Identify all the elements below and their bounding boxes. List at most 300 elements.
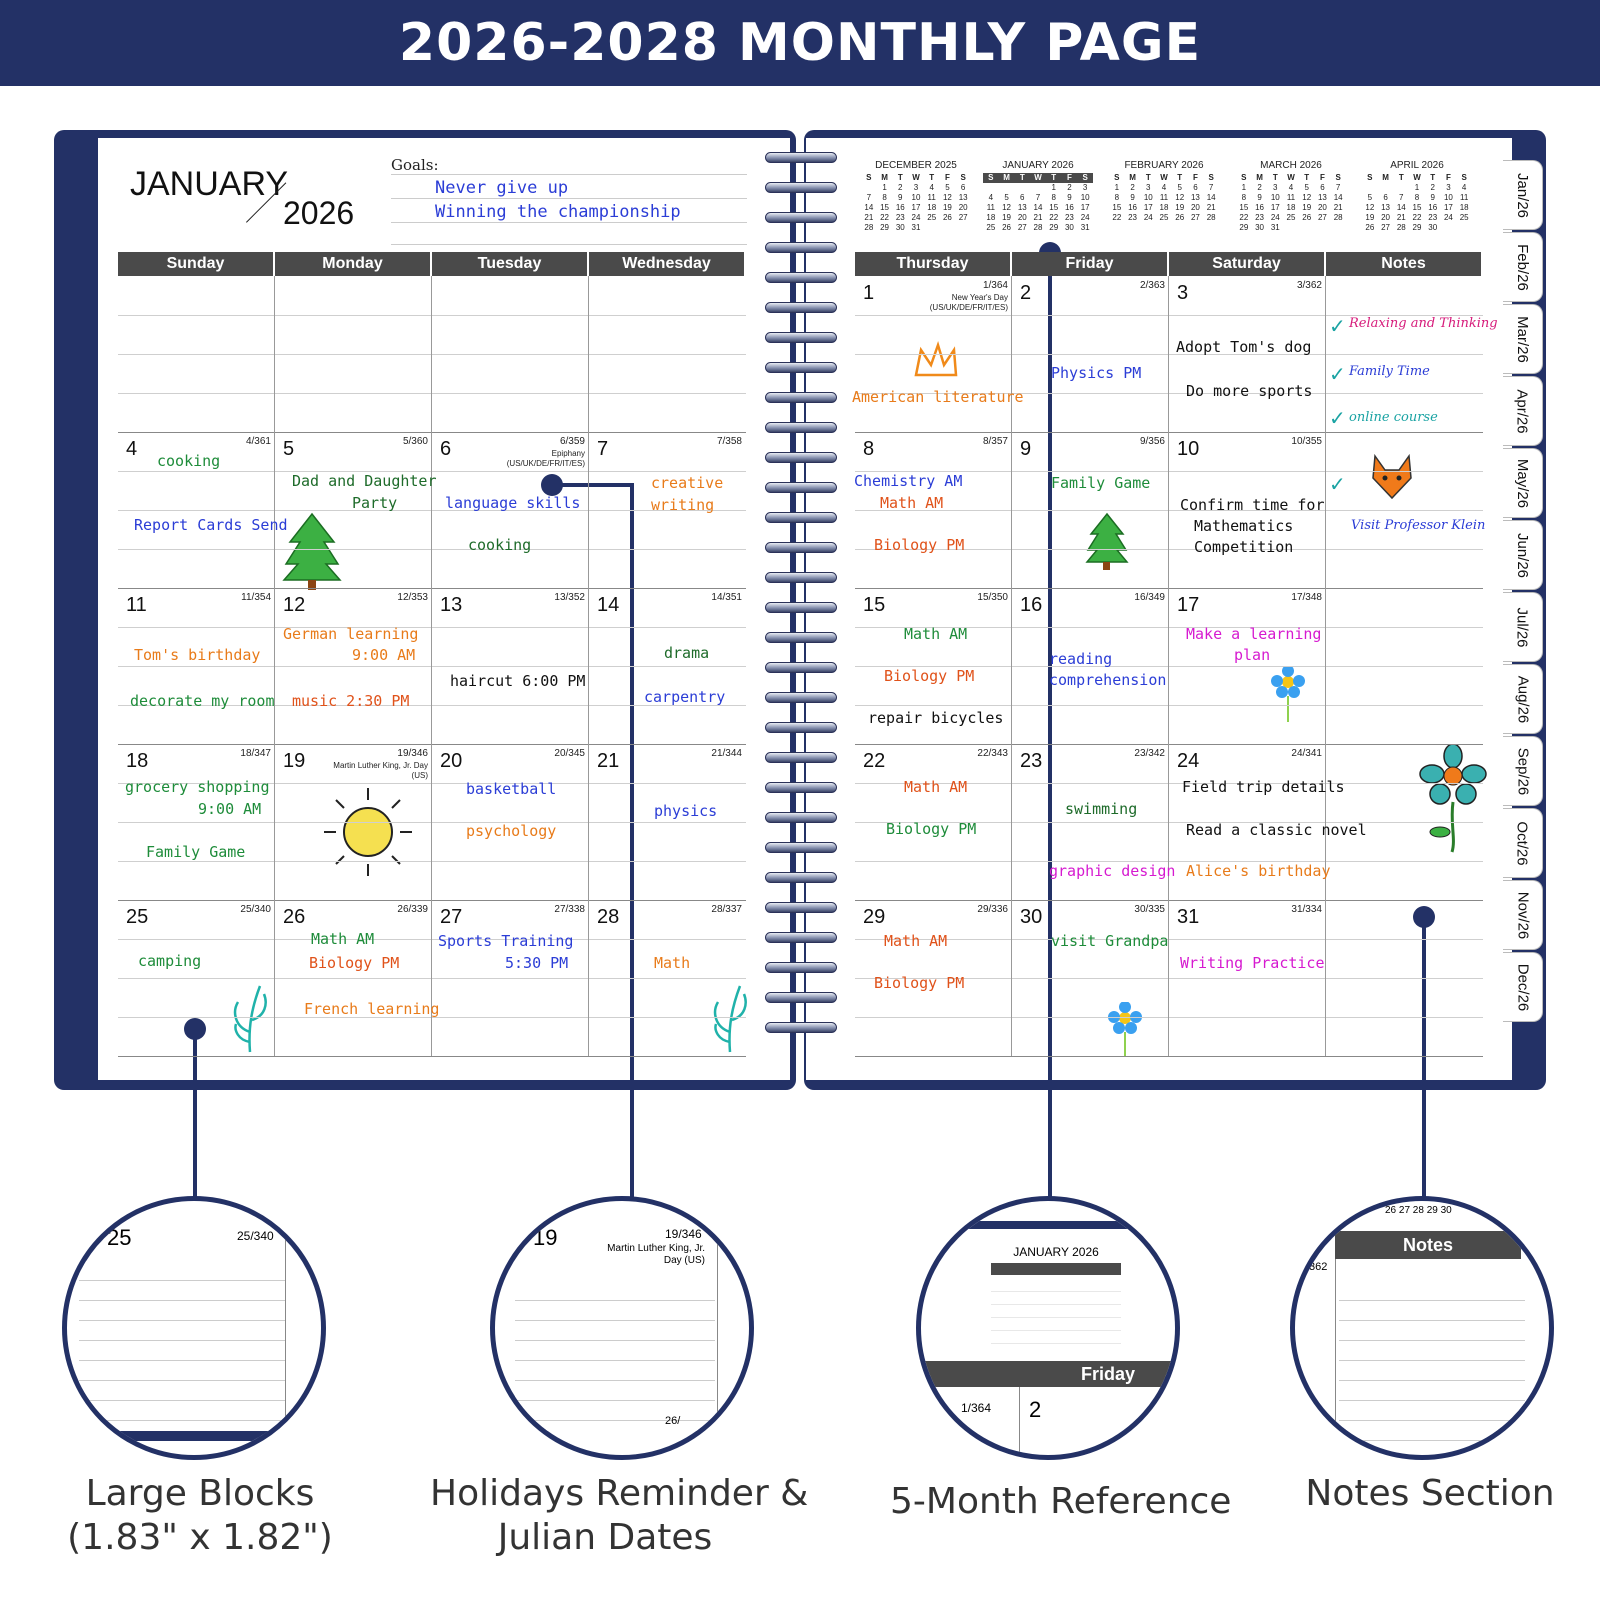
note-text[interactable]: online course (1349, 410, 1438, 425)
event-text[interactable]: Family Game (146, 843, 246, 861)
day-number: 14 (597, 594, 620, 616)
spiral-ring (765, 572, 837, 583)
mini-calendar-week: 21 22 23 24 25 26 27 (864, 213, 968, 222)
zoom-ruled-lines (515, 1281, 715, 1431)
event-text[interactable]: graphic design (1049, 862, 1176, 880)
zoom-header-bar (921, 1361, 1180, 1387)
julian-date: 22/343 (977, 748, 1008, 759)
julian-date: 21/344 (711, 748, 742, 759)
month-tab-label: Sep/26 (1514, 747, 1532, 795)
event-text[interactable]: Competition (1194, 538, 1294, 556)
event-text[interactable]: Biology PM (309, 954, 400, 972)
day-cell[interactable] (589, 744, 746, 900)
day-number: 8 (863, 438, 875, 460)
checkmark-icon: ✓ (1329, 314, 1346, 338)
event-text[interactable]: Biology PM (874, 974, 965, 992)
spiral-ring (765, 692, 837, 703)
event-text[interactable]: language skills (445, 494, 581, 512)
spiral-ring (765, 812, 837, 823)
holiday-label: Epiphany (US/UK/DE/FR/IT/ES) (506, 449, 585, 468)
event-text[interactable]: Alice's birthday (1186, 862, 1331, 880)
event-text[interactable]: Family Game (1051, 474, 1151, 492)
zoom-notes-header: Notes (1335, 1231, 1521, 1259)
event-text[interactable]: Sports Training (438, 932, 574, 950)
month-tab[interactable] (1503, 376, 1543, 446)
day-number: 19 (283, 750, 306, 772)
spiral-ring (765, 842, 837, 853)
mini-calendar-week: 25 26 27 28 29 30 31 (986, 223, 1090, 232)
month-tab[interactable] (1503, 592, 1543, 662)
julian-date: 15/350 (977, 592, 1008, 603)
spiral-ring (765, 482, 837, 493)
event-text[interactable]: decorate my room (130, 692, 275, 710)
caption-large-blocks (40, 1472, 360, 1560)
zoom-julian: 26/ (665, 1415, 681, 1427)
day-number: 1 (863, 282, 875, 304)
day-number: 23 (1020, 750, 1043, 772)
day-header-4: Thursday (855, 252, 1012, 276)
julian-date: 19/346 (397, 748, 428, 759)
year-title: 2026 (283, 195, 355, 231)
event-text[interactable]: repair bicycles (868, 709, 1004, 727)
zoom-mini-title: JANUARY 2026 (1013, 1245, 1099, 1259)
mini-calendar-week: 11 12 13 14 15 16 17 (986, 203, 1090, 212)
zoom-day-number: 19 (533, 1225, 558, 1250)
event-text[interactable]: Math AM (880, 494, 944, 512)
julian-date: 10/355 (1291, 436, 1322, 447)
mini-calendar-week: 28 29 30 31 (864, 223, 921, 232)
julian-date: 31/334 (1291, 904, 1322, 915)
mini-calendar-title: MARCH 2026 (1260, 160, 1322, 171)
goal-item[interactable]: Never give up (435, 178, 569, 198)
event-text[interactable]: writing (651, 496, 715, 514)
event-text[interactable]: physics (654, 802, 718, 820)
day-number: 27 (440, 906, 463, 928)
julian-date: 9/356 (1139, 436, 1165, 447)
month-tab-label: Feb/26 (1514, 243, 1532, 291)
mini-calendar (1362, 160, 1472, 233)
day-number: 17 (1177, 594, 1200, 616)
month-tab[interactable] (1503, 952, 1543, 1022)
day-number: 26 (283, 906, 306, 928)
julian-date: 24/341 (1291, 748, 1322, 759)
day-number: 25 (126, 906, 149, 928)
day-number: 29 (863, 906, 886, 928)
julian-date: 1/364 (982, 280, 1008, 291)
zoom-ruled-lines (1339, 1281, 1525, 1441)
day-number: 12 (283, 594, 306, 616)
zoom-large-blocks (62, 1196, 326, 1460)
month-tab-label: Jul/26 (1514, 606, 1531, 648)
zoom-notes-section (1290, 1196, 1554, 1460)
event-text[interactable]: Writing Practice (1180, 954, 1325, 972)
spiral-ring (765, 932, 837, 943)
julian-date: 2/363 (1139, 280, 1165, 291)
event-text[interactable]: drama (664, 644, 710, 662)
mini-calendar-week: 1 2 3 4 5 6 7 (1241, 183, 1341, 192)
zoom-mini-dates: 26 27 28 29 30 (1385, 1205, 1452, 1216)
event-text[interactable]: Biology PM (886, 820, 977, 838)
month-tab[interactable] (1503, 808, 1543, 878)
day-number: 15 (863, 594, 886, 616)
spiral-ring (765, 152, 837, 163)
day-number: 18 (126, 750, 149, 772)
month-tab-label: May/26 (1514, 458, 1532, 508)
mini-calendar-title: JANUARY 2026 (1002, 160, 1074, 171)
day-number: 4 (126, 438, 138, 460)
zoom-divider (717, 1201, 718, 1460)
event-text[interactable]: Math AM (311, 930, 375, 948)
goal-line (391, 244, 747, 245)
julian-date: 4/361 (245, 436, 271, 447)
mini-calendar-week: 1 2 3 4 5 6 (882, 183, 966, 192)
caption-line: Julian Dates (497, 1517, 713, 1558)
month-title: JANUARY (130, 165, 289, 203)
zoom-holiday-text: Martin Luther King, Jr. Day (US) (607, 1243, 705, 1266)
event-text[interactable]: 5:30 PM (505, 954, 569, 972)
event-text[interactable]: Physics PM (1051, 364, 1142, 382)
mini-calendar-week: 5 6 7 8 9 10 11 (1367, 193, 1469, 202)
ruled-line (118, 393, 746, 394)
zoom-julian: 25/340 (237, 1229, 274, 1243)
holiday-label: Martin Luther King, Jr. Day (US) (333, 761, 428, 780)
event-text[interactable]: music 2:30 PM (292, 692, 410, 710)
event-text[interactable]: Make a learning (1186, 625, 1322, 643)
julian-date: 27/338 (554, 904, 585, 915)
spiral-ring (765, 332, 837, 343)
caption-holidays (430, 1472, 809, 1560)
day-number: 20 (440, 750, 463, 772)
event-text[interactable]: camping (138, 952, 202, 970)
caption-line: (1.83" x 1.82") (67, 1517, 333, 1558)
mini-calendar-week: 15 16 17 18 19 20 21 (1239, 203, 1343, 212)
caption-line: Large Blocks (85, 1473, 315, 1514)
month-tab-label: Jan/26 (1514, 172, 1532, 218)
day-number: 10 (1177, 438, 1200, 460)
caption-notes-section: Notes Section (1305, 1473, 1555, 1514)
event-text[interactable]: Math AM (884, 932, 948, 950)
julian-date: 25/340 (240, 904, 271, 915)
zoom-cover-edge (921, 1221, 1180, 1229)
julian-date: 8/357 (982, 436, 1008, 447)
day-header-2: Tuesday (432, 252, 589, 276)
event-text[interactable]: Math AM (904, 625, 968, 643)
day-number: 11 (126, 594, 147, 616)
event-text[interactable]: psychology (466, 822, 557, 840)
day-cell[interactable] (275, 900, 432, 1056)
event-text[interactable]: swimming (1065, 800, 1138, 818)
ruled-line (118, 354, 746, 355)
mini-calendar-dow: S M T W T F S (1241, 173, 1341, 182)
mini-calendar (1109, 160, 1219, 223)
spiral-ring (765, 962, 837, 973)
zoom-5-month-reference (916, 1196, 1180, 1460)
month-tab[interactable] (1503, 880, 1543, 950)
event-text[interactable]: carpentry (644, 688, 726, 706)
holiday-label: New Year's Day (US/UK/DE/FR/IT/ES) (929, 293, 1008, 312)
event-text[interactable]: Read a classic novel (1186, 821, 1367, 839)
month-tab[interactable] (1503, 664, 1543, 734)
checkmark-icon: ✓ (1329, 472, 1346, 496)
row-divider (118, 1056, 746, 1057)
event-text[interactable]: French learning (304, 1000, 440, 1018)
spiral-ring (765, 212, 837, 223)
note-text[interactable]: Visit Professor Klein (1351, 518, 1486, 533)
goal-line (391, 198, 747, 199)
day-header-5: Friday (1012, 252, 1169, 276)
event-text[interactable]: Biology PM (874, 536, 965, 554)
fox-doodle-icon (1367, 452, 1417, 502)
day-cell[interactable] (275, 588, 432, 744)
spiral-ring (765, 782, 837, 793)
month-tab[interactable] (1503, 304, 1543, 374)
spiral-ring (765, 272, 837, 283)
day-number: 7 (597, 438, 609, 460)
day-number: 6 (440, 438, 452, 460)
mini-calendar-week: 19 20 21 22 23 24 25 (1365, 213, 1469, 222)
event-text[interactable]: Report Cards Send (134, 516, 288, 534)
mini-calendar-dow: S M T W T F S (983, 173, 1093, 183)
mini-calendar-dow: S M T W T F S (1367, 173, 1467, 182)
day-cell[interactable] (1169, 588, 1326, 744)
mini-calendar-week: 22 23 24 25 26 27 28 (1239, 213, 1343, 222)
julian-date: 12/353 (397, 592, 428, 603)
day-number: 3 (1177, 282, 1189, 304)
month-tab[interactable] (1503, 160, 1543, 230)
event-text[interactable]: Chemistry AM (854, 472, 963, 490)
pointer-line (1422, 918, 1426, 1198)
checkmark-icon: ✓ (1329, 406, 1346, 430)
event-text[interactable]: reading (1049, 650, 1113, 668)
event-text[interactable]: cooking (157, 452, 221, 470)
spiral-ring (765, 302, 837, 313)
spiral-ring (765, 392, 837, 403)
zoom-mini-dow (991, 1263, 1121, 1275)
caption-line: Holidays Reminder & (430, 1473, 809, 1514)
day-number: 9 (1020, 438, 1032, 460)
event-text[interactable]: Dad and Daughter (292, 472, 437, 490)
julian-date: 20/345 (554, 748, 585, 759)
zoom-day-number: 25 (107, 1225, 132, 1250)
mini-calendar-week: 14 15 16 17 18 19 20 (864, 203, 968, 212)
mini-calendar-dow: S M T W T F S (866, 173, 966, 182)
julian-date: 6/359 (559, 436, 585, 447)
zoom-friday-header: Friday (1081, 1364, 1136, 1384)
spiral-ring (765, 602, 837, 613)
month-tab-label: Nov/26 (1514, 891, 1531, 939)
spiral-ring (765, 752, 837, 763)
banner-title: 2026-2028 MONTHLY PAGE (0, 0, 1600, 86)
zoom-divider (1335, 1259, 1336, 1460)
event-text[interactable]: Field trip details (1182, 778, 1345, 796)
day-cell[interactable] (1012, 432, 1169, 588)
month-tab[interactable] (1503, 232, 1543, 302)
note-text[interactable]: Relaxing and Thinking (1349, 316, 1498, 331)
event-text[interactable]: 9:00 AM (198, 800, 262, 818)
month-tab[interactable] (1503, 520, 1543, 590)
zoom-julian: 362 (1309, 1261, 1328, 1273)
mini-calendar-week: 4 5 6 7 8 9 10 (988, 193, 1090, 202)
day-header-6: Saturday (1169, 252, 1326, 276)
julian-date: 26/339 (397, 904, 428, 915)
goals-label: Goals: (391, 156, 439, 174)
month-tab-label: Apr/26 (1514, 388, 1532, 434)
julian-date: 23/342 (1134, 748, 1165, 759)
goal-item[interactable]: Winning the championship (435, 202, 681, 222)
day-header-0: Sunday (118, 252, 275, 276)
day-cell[interactable] (432, 588, 589, 744)
zoom-julian: 1/364 (961, 1401, 992, 1415)
month-tab[interactable] (1503, 448, 1543, 518)
spiral-ring (765, 362, 837, 373)
mini-calendar (1236, 160, 1346, 233)
zoom-ruled-lines (79, 1261, 285, 1421)
mini-calendar-week: 8 9 10 11 12 13 14 (1241, 193, 1343, 202)
event-text[interactable]: German learning (283, 625, 419, 643)
notes-header: Notes (1326, 252, 1483, 276)
event-text[interactable]: plan (1234, 646, 1271, 664)
spiral-ring (765, 992, 837, 1003)
day-header-1: Monday (275, 252, 432, 276)
day-cell[interactable] (275, 744, 432, 900)
month-tab-label: Dec/26 (1514, 963, 1531, 1011)
day-number: 13 (440, 594, 463, 616)
zoom-day-number: 2 (1029, 1397, 1042, 1422)
julian-date: 11/354 (241, 592, 271, 603)
mini-calendar (983, 160, 1093, 233)
day-cell[interactable] (589, 900, 746, 1056)
month-tab-label: Mar/26 (1514, 315, 1531, 363)
julian-date: 28/337 (711, 904, 742, 915)
zoom-divider (285, 1201, 286, 1431)
event-text[interactable]: Mathematics (1194, 517, 1294, 535)
mini-calendar-week: 29 30 31 (1239, 223, 1280, 232)
event-text[interactable]: Adopt Tom's dog (1176, 338, 1312, 356)
caption-5-month-reference: 5-Month Reference (890, 1481, 1232, 1522)
day-number: 22 (863, 750, 886, 772)
mini-calendar-week: 7 8 9 10 11 12 13 (866, 193, 968, 202)
mini-calendar-title: DECEMBER 2025 (875, 160, 957, 171)
goal-line (391, 174, 747, 175)
event-text[interactable]: Party (352, 494, 398, 512)
julian-date: 17/348 (1291, 592, 1322, 603)
day-number: 28 (597, 906, 620, 928)
spiral-ring (765, 1022, 837, 1033)
spiral-ring (765, 242, 837, 253)
julian-date: 29/336 (977, 904, 1008, 915)
zoom-holidays (490, 1196, 754, 1460)
month-tab[interactable] (1503, 736, 1543, 806)
mini-calendar-title: FEBRUARY 2026 (1124, 160, 1204, 171)
mini-calendar-dow: S M T W T F S (1114, 173, 1214, 182)
spiral-ring (765, 872, 837, 883)
mini-calendar (861, 160, 971, 233)
spiral-ring (765, 722, 837, 733)
zoom-mini-grid (991, 1279, 1121, 1345)
julian-date: 30/335 (1134, 904, 1165, 915)
spiral-ring (765, 632, 837, 643)
event-text[interactable]: haircut 6:00 PM (450, 672, 586, 690)
goal-line (391, 222, 747, 223)
mini-calendar-week: 1 2 3 4 (1414, 183, 1467, 192)
day-number: 30 (1020, 906, 1043, 928)
mini-calendar-week: 26 27 28 29 30 (1365, 223, 1438, 232)
mini-calendar-week: 18 19 20 21 22 23 24 (986, 213, 1090, 222)
note-text[interactable]: Family Time (1349, 364, 1430, 379)
checkmark-icon: ✓ (1329, 362, 1346, 386)
event-text[interactable]: Confirm time for (1180, 496, 1325, 514)
mini-calendar-week: 1 2 3 4 5 6 7 (1114, 183, 1214, 192)
event-text[interactable]: American literature (852, 388, 1024, 406)
day-number: 5 (283, 438, 295, 460)
day-number: 31 (1177, 906, 1200, 928)
zoom-julian: 19/346 (665, 1227, 702, 1241)
mini-calendar-week: 1 2 3 (1051, 183, 1088, 192)
event-text[interactable]: basketball (466, 780, 557, 798)
julian-date: 5/360 (402, 436, 428, 447)
event-text[interactable]: cooking (468, 536, 532, 554)
mini-calendar-week: 8 9 10 11 12 13 14 (1114, 193, 1216, 202)
spiral-ring (765, 452, 837, 463)
julian-date: 13/352 (554, 592, 585, 603)
julian-date: 16/349 (1134, 592, 1165, 603)
day-cell[interactable] (118, 744, 275, 900)
spiral-ring (765, 182, 837, 193)
event-text[interactable]: comprehension (1049, 671, 1167, 689)
event-text[interactable]: Do more sports (1186, 382, 1313, 400)
day-cell[interactable] (1169, 900, 1326, 1056)
zoom-cover-edge (67, 1431, 326, 1441)
month-tab-label: Oct/26 (1514, 820, 1531, 866)
day-number: 2 (1020, 282, 1032, 304)
day-cell[interactable] (118, 588, 275, 744)
julian-date: 18/347 (240, 748, 271, 759)
event-text[interactable]: Biology PM (884, 667, 975, 685)
ruled-line (118, 315, 746, 316)
day-cell[interactable] (1012, 276, 1169, 432)
day-cell[interactable] (432, 900, 589, 1056)
day-cell[interactable] (118, 900, 275, 1056)
day-cell[interactable] (1012, 900, 1169, 1056)
event-text[interactable]: Math AM (904, 778, 968, 796)
row-divider (855, 1056, 1483, 1057)
flower-doodle-icon (1418, 744, 1488, 854)
julian-date: 3/362 (1296, 280, 1322, 291)
mini-calendar-week: 12 13 14 15 16 17 18 (1365, 203, 1469, 212)
spiral-ring (765, 902, 837, 913)
mini-calendar-title: APRIL 2026 (1390, 160, 1444, 171)
day-number: 21 (597, 750, 620, 772)
event-text[interactable]: Tom's birthday (134, 646, 261, 664)
spiral-ring (765, 662, 837, 673)
event-text[interactable]: grocery shopping (125, 778, 270, 796)
mini-calendar-week: 22 23 24 25 26 27 28 (1112, 213, 1216, 222)
day-cell[interactable] (589, 588, 746, 744)
event-text[interactable]: creative (651, 474, 724, 492)
zoom-divider (1019, 1387, 1020, 1460)
day-number: 16 (1020, 594, 1043, 616)
spiral-ring (765, 542, 837, 553)
event-text[interactable]: Math (654, 954, 691, 972)
event-text[interactable]: visit Grandpa (1051, 932, 1169, 950)
spiral-ring (765, 422, 837, 433)
day-cell[interactable] (855, 276, 1012, 432)
day-number: 24 (1177, 750, 1200, 772)
month-tab-label: Jun/26 (1514, 532, 1532, 578)
event-text[interactable]: 9:00 AM (352, 646, 416, 664)
julian-date: 7/358 (716, 436, 742, 447)
month-tab-label: Aug/26 (1514, 675, 1532, 723)
